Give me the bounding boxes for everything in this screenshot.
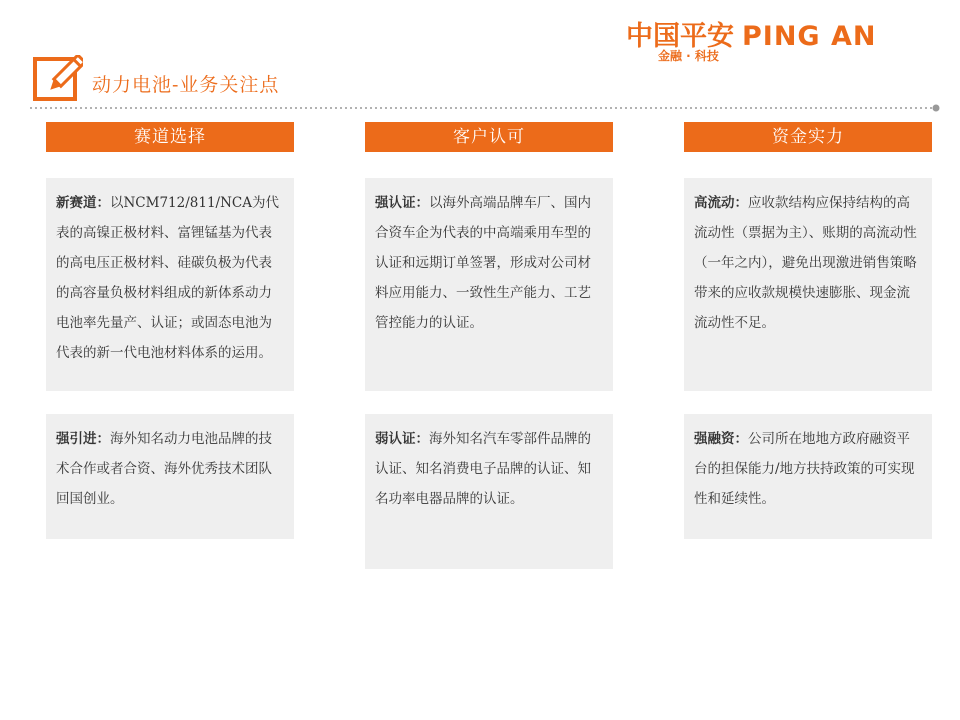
column-header-customer: 客户认可: [365, 122, 613, 152]
logo-tagline: 金融 · 科技: [658, 49, 719, 63]
card-text: 海外知名动力电池品牌的技术合作或者合资、海外优秀技术团队回国创业。: [56, 431, 272, 507]
title-divider: [30, 104, 942, 112]
column-header-track: 赛道选择: [46, 122, 294, 152]
ping-an-logo: [626, 14, 906, 66]
card-lead: 强认证：: [375, 195, 429, 211]
pencil-square-icon: [33, 55, 83, 105]
card-lead: 强融资：: [694, 431, 748, 447]
card-text: 以NCM712/811/NCA为代表的高镍正极材料、富锂锰基为代表的高电压正极材料、硅碳负极为代表的高容量负极材料组成的新体系动力电池率先量产、认证；或固态电池为代表的新一代电池材料体系的运用。: [56, 195, 279, 361]
card-lead: 强引进：: [56, 431, 110, 447]
card-lead: 高流动：: [694, 195, 748, 211]
card-text: 以海外高端品牌车厂、国内合资车企为代表的中高端乘用车型的认证和远期订单签署，形成对公司材料应用能力、一致性生产能力、工艺管控能力的认证。: [375, 195, 591, 331]
card-lead: 新赛道：: [56, 195, 110, 211]
card-new-track: [46, 178, 294, 391]
card-lead: 弱认证：: [375, 431, 429, 447]
card-text: 海外知名汽车零部件品牌的认证、知名消费电子品牌的认证、知名功率电器品牌的认证。: [375, 431, 591, 507]
logo-chinese: 中国平安: [626, 21, 734, 52]
page-title: 动力电池-业务关注点: [92, 74, 280, 96]
card-text: 应收款结构应保持结构的高流动性（票据为主）、账期的高流动性（一年之内），避免出现激进销售策略带来的应收款规模快速膨胀、现金流流动性不足。: [694, 195, 917, 331]
card-weak-certification: [365, 414, 613, 569]
logo-english: PING AN: [742, 21, 877, 52]
card-text: 公司所在地地方政府融资平台的担保能力/地方扶持政策的可实现性和延续性。: [694, 431, 915, 507]
card-high-liquidity: [684, 178, 932, 391]
card-strong-certification: [365, 178, 613, 391]
card-strong-financing: [684, 414, 932, 539]
card-strong-introduction: [46, 414, 294, 539]
column-header-capital: 资金实力: [684, 122, 932, 152]
